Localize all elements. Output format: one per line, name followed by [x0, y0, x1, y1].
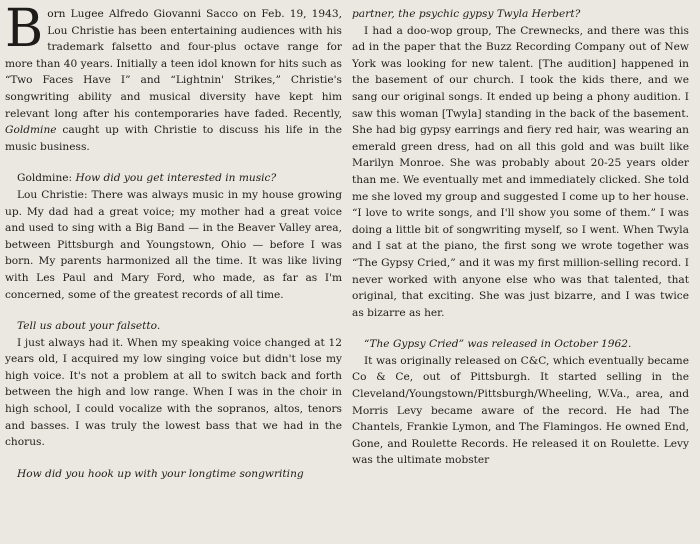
intro-text-end: caught up with Christie to discuss his life in the music business. — [5, 124, 342, 153]
question-3: How did you hook up with your longtime songwriting — [17, 467, 304, 480]
question-3-continued: partner, the psychic gypsy Twyla Herbert? — [352, 8, 581, 20]
answer-4: It was originally released on C&C, which eventually became Co & Ce, out of Pittsburgh. It started selling in the Cleveland/Youngstown/Pittsburgh/Wheeling, W.Va., area, and Morris Levy became aware of the record. He had The Chantels, Frankie Lymon, and The Flamingos. He owned End, Gone, and Roulette Records. He released it on Roulette. Levy was the ultimate mobster — [352, 354, 689, 467]
drop-cap: B — [5, 0, 44, 59]
right-column — [352, 6, 689, 544]
answer-1: Lou Christie: There was always music in my house growing up. My dad had a great voice; my mother had a great voice and used to sing with a Big Band — in the Beaver Valley area, between Pittsburgh and Youngstown, Ohio — before I was born. My parents harmonized all the time. It was like living with Les Paul and Mary Ford, who made, as far as I'm concerned, some of the greatest records of all time. — [5, 188, 342, 301]
question-1-text: How did you get interested in music? — [75, 172, 277, 185]
left-column — [5, 0, 342, 544]
intro-paragraph — [5, 0, 342, 155]
question-4: “The Gypsy Cried” was released in October 1962. — [364, 338, 632, 351]
question-1 — [5, 170, 342, 187]
answer-2: I just always had it. When my speaking voice changed at 12 years old, I acquired my low singing voice but didn't lose my high voice. It's not a problem at all to switch back and forth between the high and low range. When I was in the choir in high school, I could vocalize with the sopranos, altos, tenors and basses. I was truly the lowest bass that we had in the chorus. — [5, 336, 342, 449]
question-2: Tell us about your falsetto. — [17, 320, 161, 333]
magazine-name: Goldmine — [5, 124, 57, 137]
question-1-label: Goldmine: — [17, 172, 76, 185]
intro-text: orn Lugee Alfredo Giovanni Sacco on Feb. 19, 1943, Lou Christie has been entertaining audiences with his trademark falsetto and four-plus octave range for more than 40 years. Initially a teen idol known for hits such as “Two Faces Have I” and “Lightnin' Strikes,” Christie's songwriting ability and musical diversity have kept him relevant long after his contemporaries have faded. Recently, — [5, 8, 342, 120]
answer-3: I had a doo-wop group, The Crewnecks, and there was this ad in the paper that the Buzz Recording Company out of New York was looking for new talent. [The audition] happened in the basement of our church. I took the kids there, and we sang our original songs. It ended up being a phony audition. I saw this woman [Twyla] standing in the back of the basement. She had big gypsy earrings and fiery red hair, was wearing an emerald green dress, had on all this gold and was built like Marilyn Monroe. She was probably about 20-25 years older than me. We eventually met and immediately clicked. She told me she loved my group and suggested I come up to her house. “I love to write songs, and I'll show you some of them.” I was doing a little bit of songwriting myself, so I went. When Twyla and I sat at the piano, the first song we wrote together was “The Gypsy Cried,” and it was my first million-selling record. I never worked with anyone else who was that talented, that original, that exciting. She was just bizarre, and I was twice as bizarre as her. — [352, 24, 689, 319]
